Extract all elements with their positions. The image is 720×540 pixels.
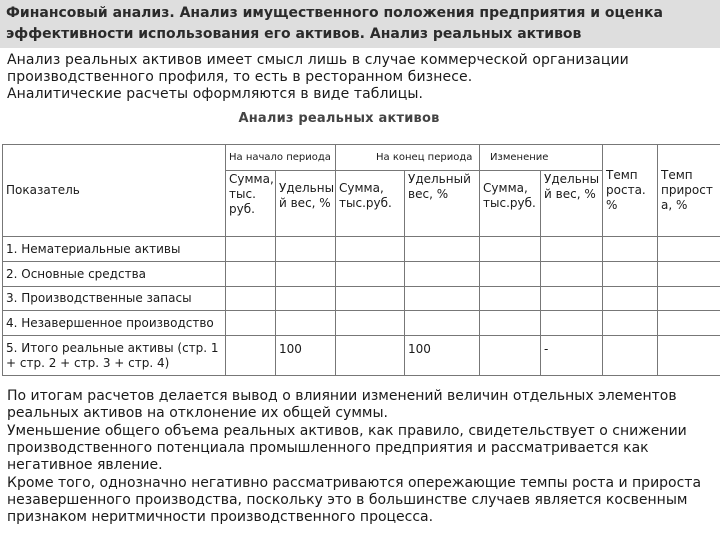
table-row-total — [3, 336, 720, 376]
intro-paragraph-2: Аналитические расчеты оформляются в виде таблицы. — [7, 86, 424, 102]
header-indicator: Показатель — [3, 145, 226, 237]
cell-end-share — [405, 287, 480, 311]
cell-end-share — [405, 237, 480, 262]
cell-start-share — [276, 287, 336, 311]
header-end-period: На конец периода — [336, 145, 480, 171]
cell-change-sum — [480, 311, 541, 336]
cell-change-share — [541, 287, 603, 311]
cell-change-share: - — [541, 336, 603, 376]
header-change: Изменение — [480, 145, 603, 171]
conclusion-text — [7, 388, 719, 527]
cell-change-share — [541, 262, 603, 287]
header-end-share: Удельный вес, % — [405, 171, 480, 237]
cell-start-sum — [226, 262, 276, 287]
table-row — [3, 311, 720, 336]
row-label: 3. Производственные запасы — [3, 287, 226, 311]
cell-increase — [658, 311, 720, 336]
header-start-period: На начало периода — [226, 145, 336, 171]
cell-increase — [658, 237, 720, 262]
cell-end-share: 100 — [405, 336, 480, 376]
row-label: 4. Незавершенное производство — [3, 311, 226, 336]
cell-growth — [603, 262, 658, 287]
header-increase-rate: Темп прирост а, % — [658, 145, 720, 237]
row-label: 2. Основные средства — [3, 262, 226, 287]
table-header-row-1 — [3, 145, 720, 171]
cell-end-sum — [336, 262, 405, 287]
cell-start-sum — [226, 336, 276, 376]
cell-end-share — [405, 262, 480, 287]
cell-change-share — [541, 237, 603, 262]
conclusion-paragraph-1: По итогам расчетов делается вывод о влиянии изменений величин отдельных элементов реальных активов на отклонение их общей суммы. — [7, 388, 677, 421]
real-assets-table — [2, 144, 720, 376]
header-title-line-1: Финансовый анализ. Анализ имущественного положения предприятия и оценка — [6, 5, 663, 21]
cell-end-sum — [336, 237, 405, 262]
header-end-sum: Сумма, тыс.руб. — [336, 171, 405, 237]
header-start-share: Удельны й вес, % — [276, 171, 336, 237]
cell-start-share — [276, 311, 336, 336]
cell-growth — [603, 336, 658, 376]
header-growth-rate: Темп роста. % — [603, 145, 658, 237]
table-row — [3, 237, 720, 262]
cell-start-share — [276, 262, 336, 287]
table-row — [3, 262, 720, 287]
table-row — [3, 287, 720, 311]
cell-change-sum — [480, 262, 541, 287]
slide-header — [0, 0, 720, 48]
header-change-sum: Сумма, тыс.руб. — [480, 171, 541, 237]
cell-increase — [658, 336, 720, 376]
intro-paragraph-1: Анализ реальных активов имеет смысл лишь в случае коммерческой организации производственного профиля, то есть в ресторанном бизнесе. — [7, 52, 629, 85]
cell-start-sum — [226, 311, 276, 336]
cell-start-sum — [226, 237, 276, 262]
cell-end-sum — [336, 336, 405, 376]
cell-start-share — [276, 237, 336, 262]
cell-start-sum — [226, 287, 276, 311]
conclusion-paragraph-2: Уменьшение общего объема реальных активов, как правило, свидетельствует о снижении производственного потенциала промышленного предприятия и рассматривается как негативное явление. — [7, 423, 687, 473]
row-label: 1. Нематериальные активы — [3, 237, 226, 262]
header-title-line-2: эффективности использования его активов. Анализ реальных активов — [6, 26, 582, 42]
cell-growth — [603, 237, 658, 262]
conclusion-paragraph-3: Кроме того, однозначно негативно рассматриваются опережающие темпы роста и прироста незавершенного производства, поскольку это в большинстве случаев является косвенным признаком неритмичности производственного процесса. — [7, 475, 702, 525]
cell-increase — [658, 287, 720, 311]
intro-text — [7, 52, 717, 103]
cell-end-sum — [336, 287, 405, 311]
cell-end-share — [405, 311, 480, 336]
table-title: Анализ реальных активов — [238, 111, 440, 126]
cell-increase — [658, 262, 720, 287]
cell-change-sum — [480, 336, 541, 376]
cell-end-sum — [336, 311, 405, 336]
cell-change-sum — [480, 287, 541, 311]
header-change-share: Удельны й вес, % — [541, 171, 603, 237]
row-label: 5. Итого реальные активы (стр. 1 + стр. 2 + стр. 3 + стр. 4) — [3, 336, 226, 376]
cell-start-share: 100 — [276, 336, 336, 376]
header-start-sum: Сумма, тыс. руб. — [226, 171, 276, 237]
cell-growth — [603, 311, 658, 336]
cell-growth — [603, 287, 658, 311]
cell-change-share — [541, 311, 603, 336]
cell-change-sum — [480, 237, 541, 262]
